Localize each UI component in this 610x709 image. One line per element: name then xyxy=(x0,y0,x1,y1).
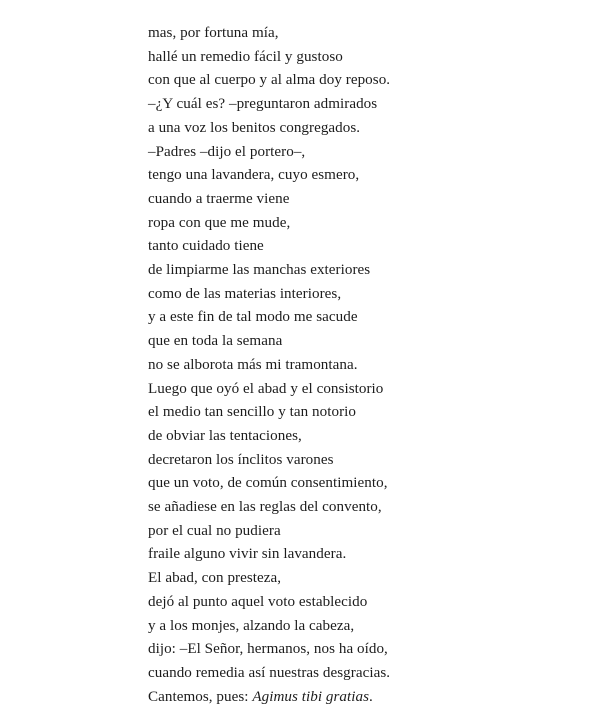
poem-line: cuando remedia así nuestras desgracias. xyxy=(148,664,391,681)
poem-line: se añadiese en las reglas del convento, xyxy=(148,499,382,516)
poem-line: de obviar las tentaciones, xyxy=(148,427,302,444)
poem-line: Luego que oyó el abad y el consistorio xyxy=(148,380,384,397)
poem-line: tanto cuidado tiene xyxy=(148,238,264,255)
poem-final-line xyxy=(148,686,570,709)
poem-line: fraile alguno vivir sin lavandera. xyxy=(148,546,347,563)
poem-line: decretaron los ínclitos varones xyxy=(148,451,334,468)
poem-line: como de las materias interiores, xyxy=(148,285,342,302)
final-line-latin-phrase: Agimus tibi gratias xyxy=(252,688,370,705)
poem-line: dijo: –El Señor, hermanos, nos ha oído, xyxy=(148,641,388,658)
poem-line: mas, por fortuna mía, xyxy=(148,25,279,41)
poem-line: el medio tan sencillo y tan notorio xyxy=(148,404,356,421)
poem-line: tengo una lavandera, cuyo esmero, xyxy=(148,167,360,184)
final-line-prefix: Cantemos, pues: xyxy=(148,688,253,705)
poem-line: de limpiarme las manchas exteriores xyxy=(148,262,371,279)
poem-line: que en toda la semana xyxy=(148,333,283,350)
poem-line: y a este fin de tal modo me sacude xyxy=(148,309,358,326)
poem-line: no se alborota más mi tramontana. xyxy=(148,356,358,373)
poem-line: dejó al punto aquel voto establecido xyxy=(148,593,368,610)
poem-line: y a los monjes, alzando la cabeza, xyxy=(148,617,355,634)
poem-line: –¿Y cuál es? –preguntaron admirados xyxy=(148,96,378,113)
poem-line: ropa con que me mude, xyxy=(148,214,291,231)
poem-line: El abad, con presteza, xyxy=(148,570,282,587)
poem-line: con que al cuerpo y al alma doy reposo. xyxy=(148,72,391,89)
poem-line: que un voto, de común consentimiento, xyxy=(148,475,388,492)
poem-line: hallé un remedio fácil y gustoso xyxy=(148,48,343,65)
final-line-suffix: . xyxy=(369,688,373,705)
poem-line: por el cual no pudiera xyxy=(148,522,281,539)
poem-line: –Padres –dijo el portero–, xyxy=(148,143,306,160)
poem-body xyxy=(0,22,610,709)
poem-line: cuando a traerme viene xyxy=(148,190,290,207)
poem-line: a una voz los benitos congregados. xyxy=(148,119,361,136)
